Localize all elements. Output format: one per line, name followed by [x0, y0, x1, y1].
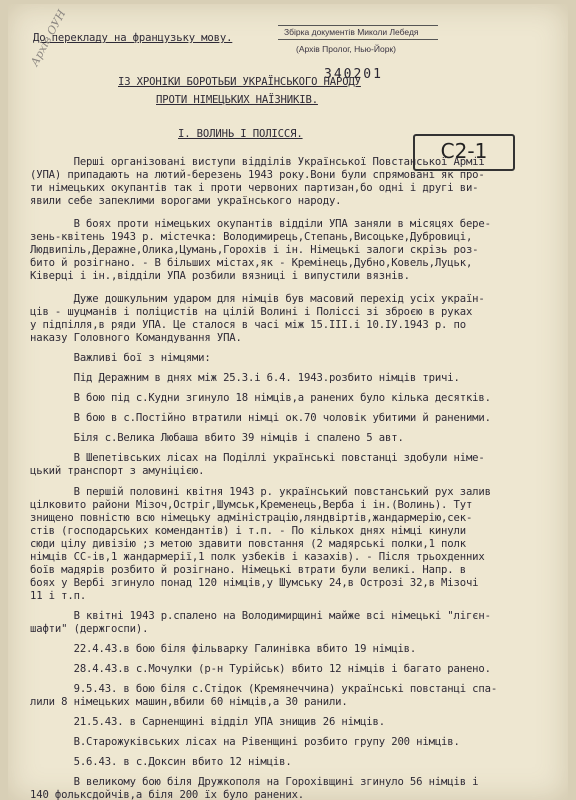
text-line: В квітні 1943 р.спалено на Володимирщині майже всі німецькі "лігєн- [30, 610, 491, 622]
archive-stamp [278, 26, 443, 66]
text-line: сюди цілу дивізію ;з метою здавити повстання (2 мадярські полки,1 полк [30, 538, 466, 550]
text-line: знищено повністю всю німецьку адміністрацію,ляндвіртів,жандармерію,сек- [30, 512, 473, 524]
text-line: німців СС-ів,1 жандармерії,1 полк узбеків і казахів). - Після трьохденних [30, 551, 485, 563]
text-line: 9.5.43. в бою біля с.Стідок (Кремянеччина) українські повстанці спа- [30, 683, 498, 695]
text-line: явили себе запеклими ворогами українського народу. [30, 195, 342, 207]
text-line: 140 фольксдойчів,а біля 200 їх було ранених. [30, 789, 305, 800]
text-line: 11 і т.п. [30, 590, 87, 602]
text-line: ти німецьких окупантів так і проти червоних партизан,бо одні і другі ви- [30, 182, 479, 194]
document-page [8, 4, 568, 800]
text-line: В бою в с.Постійно втратили німці ок.70 чоловік убитими й раненими. [30, 412, 491, 424]
text-line: 28.4.43.в с.Мочулки (р-н Турійськ) вбито 12 німців і багато ранено. [30, 663, 491, 675]
text-line: (УПА) припадають на лютий-березень 1943 року.Вони були спрямовані як про- [30, 169, 485, 181]
text-line: Дуже дошкульним ударом для німців був масовий перехід усіх україн- [30, 293, 485, 305]
text-line: В великому бою біля Дружкополя на Горохівщині згинуло 56 німців і [30, 776, 479, 788]
text-line: Ківерці і ін.,відділи УПА розбили вязниці і випустили вязнів. [30, 270, 410, 282]
text-line: В Шепетівських лісах на Поділлі українські повстанці здобули німе- [30, 452, 485, 464]
text-line: В боях проти німецьких окупантів відділи УПА заняли в місяцях бере- [30, 218, 491, 230]
text-line: В першій половині квітня 1943 р. український повстанський рух залив [30, 486, 491, 498]
handwritten-code: С2-1 [413, 134, 515, 171]
serial-number: 340201 [324, 67, 383, 82]
text-line: Людвипіль,Деражне,Олика,Цумань,Горохів і ін. Німецькі залоги скрізь роз- [30, 244, 479, 256]
text-line: стів (господарських комендантів) і т.п. - По кількох днях німці кинули [30, 525, 466, 537]
text-line: 5.6.43. в с.Доксин вбито 12 німців. [30, 756, 292, 768]
title-line-1: ІЗ ХРОНІКИ БОРОТЬБИ УКРАЇНСЬКОГО НАРОДУ [118, 76, 361, 88]
section-title: І. ВОЛИНЬ І ПОЛІССЯ. [178, 128, 303, 140]
text-line: зень-квітень 1943 р. містечка: Володимирець,Степань,Висоцьке,Дубровиці, [30, 231, 473, 243]
text-line: цький транспорт з амуніцією. [30, 465, 205, 477]
text-line: бито й розігнано. - В більших містах,як - Кремінець,Дубно,Ковель,Луцьк, [30, 257, 473, 269]
text-line: боях у Вербі згинуло понад 120 німців,у Шумську 24,в Острозі 32,в Мізочі [30, 577, 479, 589]
pencil-note: Архів ОУН [28, 7, 69, 69]
text-line: Перші організовані виступи відділів Української Повстанської Армії [30, 156, 485, 168]
text-line: Біля с.Велика Любаша вбито 39 німців і спалено 5 авт. [30, 432, 404, 444]
text-line: Під Деражним в днях між 25.3.і 6.4. 1943.розбито німців тричі. [30, 372, 460, 384]
text-line: лили 8 німецьких машин,вбили 60 німців,а 30 ранили. [30, 696, 348, 708]
archive-source: Збірка документів Миколи Лебедя [284, 27, 419, 37]
text-line: шафти" (держгоспи). [30, 623, 149, 635]
text-line: наказу Головного Командування УПА. [30, 332, 242, 344]
text-line: ців - шуцманів і поліцистів на цілій Волині і Поліссі зі зброєю в руках [30, 306, 473, 318]
text-line: Важливі бої з німцями: [30, 352, 211, 364]
title-line-2: ПРОТИ НІМЕЦЬКИХ НАЇЗНИКІВ. [156, 94, 318, 106]
text-line: у підпілля,в ряди УПА. Це сталося в часі між 15.ІІІ.і 10.ІУ.1943 р. по [30, 319, 466, 331]
text-line: 22.4.43.в бою біля фільварку Галинівка вбито 19 німців. [30, 643, 417, 655]
text-line: цілковито райони Мізоч,Остріг,Шумськ,Кременець,Верба і ін.(Волинь). Тут [30, 499, 473, 511]
text-line: В.Старожуківських лісах на Рівенщині розбито групу 200 німців. [30, 736, 460, 748]
text-line: боїв мадярів розбито й розігнано. Німецькі втрати були великі. Напр. в [30, 564, 466, 576]
archive-location: (Архів Пролог, Нью-Йорк) [296, 44, 396, 54]
text-line: В бою під с.Кудни згинуло 18 німців,а ранених було кілька десятків. [30, 392, 491, 404]
note-french: До перекладу на французьку мову. [33, 32, 233, 44]
text-line: 21.5.43. в Сарненщині відділ УПА знищив 26 німців. [30, 716, 385, 728]
